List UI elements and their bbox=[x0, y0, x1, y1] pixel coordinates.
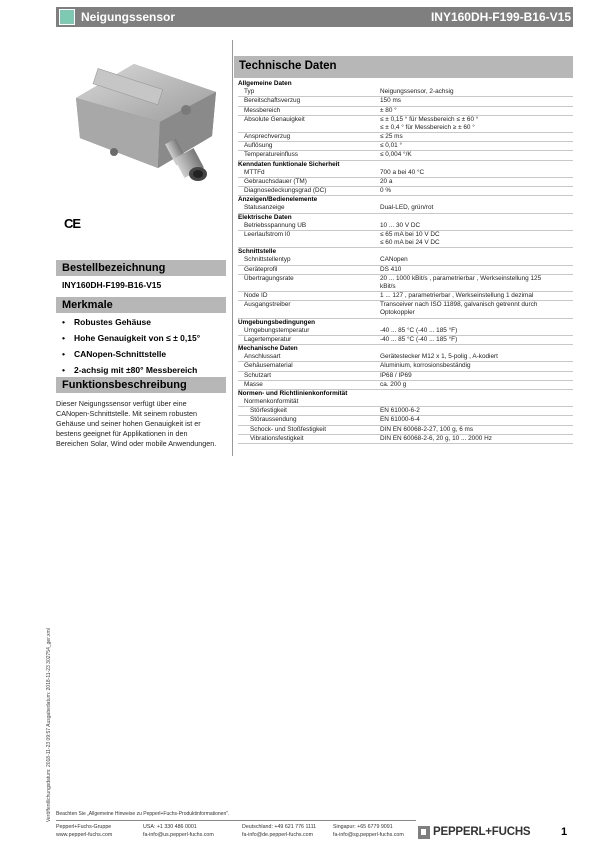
footer-note: Beachten Sie „Allgemeine Hinweise zu Pepperl+Fuchs-Produktinformationen". bbox=[56, 811, 230, 817]
tech-row-value: DS 410 bbox=[380, 265, 402, 273]
tech-row-value: 20 ... 1000 kBit/s , parametrierbar , Werkseinstellung 125 bbox=[380, 274, 542, 282]
feature-item: • Hohe Genauigkeit von ≤ ± 0,15° bbox=[62, 333, 201, 343]
tech-row-label: Anschlussart bbox=[244, 353, 281, 361]
tech-row-label: Geräteprofil bbox=[244, 265, 278, 273]
tech-row-value: ≤ 0,01 ° bbox=[380, 142, 403, 150]
tech-row-label: Übertragungsrate bbox=[244, 274, 294, 282]
tech-row-value: -40 ... 85 °C (-40 ... 185 °F) bbox=[380, 335, 458, 343]
footer-contact-usa: USA: +1 330 486 0001 fa-info@us.pepperl-fuchs.com bbox=[143, 824, 214, 838]
order-section-title: Bestellbezeichnung bbox=[56, 260, 226, 276]
row-divider bbox=[238, 141, 573, 142]
tech-section-heading: Umgebungsbedingungen bbox=[238, 318, 316, 326]
features-section-title: Merkmale bbox=[56, 297, 226, 313]
tech-row-label: Lagertemperatur bbox=[244, 335, 292, 343]
tech-row-label: Temperatureinfluss bbox=[244, 151, 298, 159]
tech-row-label: Vibrationsfestigkeit bbox=[250, 434, 304, 442]
tech-row-label: Auflösung bbox=[244, 142, 273, 150]
tech-row-value: Gerätestecker M12 x 1, 5-polig , A-kodiert bbox=[380, 353, 498, 361]
logo-mark-icon bbox=[418, 826, 430, 839]
tech-row-value: CANopen bbox=[380, 256, 408, 264]
tech-row-label: Messbereich bbox=[244, 106, 281, 114]
product-code: INY160DH-F199-B16-V15 bbox=[430, 10, 571, 24]
tech-row-value: ≤ 65 mA bei 10 V DC bbox=[380, 230, 440, 238]
footer-divider bbox=[56, 820, 416, 821]
row-divider bbox=[238, 443, 573, 444]
tech-row-value: ≤ ± 0,15 ° für Messbereich ≤ ± 60 ° bbox=[380, 115, 479, 123]
company-logo: PEPPERL+FUCHS bbox=[418, 826, 571, 841]
tech-row-value: ca. 200 g bbox=[380, 380, 407, 388]
tech-row-value: 10 ... 30 V DC bbox=[380, 221, 421, 229]
tech-row-value: DIN EN 60068-2-27, 100 g, 6 ms bbox=[380, 425, 474, 433]
tech-row-value: Aluminium, korrosionsbeständig bbox=[380, 362, 471, 370]
tech-section-heading: Normen- und Richtlinienkonformität bbox=[238, 389, 348, 397]
tech-row-label: Bereitschaftsverzug bbox=[244, 97, 301, 105]
tech-row-value: Dual-LED, grün/rot bbox=[380, 204, 434, 212]
tech-row-label: Schock- und Stoßfestigkeit bbox=[250, 425, 327, 433]
tech-row-value: ≤ 25 ms bbox=[380, 133, 403, 140]
tech-row-value: Neigungssensor, 2-achsig bbox=[380, 88, 454, 96]
tech-row-value: kBit/s bbox=[380, 282, 396, 290]
tech-row-value: ≤ 0,004 °/K bbox=[380, 151, 412, 159]
tech-row-label: Gehäusematerial bbox=[244, 362, 293, 370]
column-divider bbox=[232, 40, 233, 456]
tech-row-value: 700 a bei 40 °C bbox=[380, 168, 425, 176]
tech-section-heading: Anzeigen/Bedienelemente bbox=[238, 196, 318, 204]
tech-row-label: Schutzart bbox=[244, 371, 271, 379]
tech-row-value: IP68 / IP69 bbox=[380, 371, 412, 379]
publication-info: Veröffentlichungsdatum: 2018-11-23 09:57 Ausgabedatum: 2018-11-23 302754_ger.xml bbox=[46, 628, 52, 822]
tech-row-value: 0 % bbox=[380, 187, 392, 195]
tech-row-label: Normenkonformität bbox=[244, 398, 299, 405]
tech-row-value: DIN EN 60068-2-6, 20 g, 10 ... 2000 Hz bbox=[380, 434, 492, 442]
feature-item: • 2-achsig mit ±80° Messbereich bbox=[62, 365, 198, 375]
tech-row-value: 20 a bbox=[380, 177, 393, 185]
order-code: INY160DH-F199-B16-V15 bbox=[62, 280, 162, 290]
tech-row-value: ≤ ± 0,4 ° für Messbereich ≥ ± 60 ° bbox=[380, 123, 475, 131]
tech-row-value: Optokoppler bbox=[380, 309, 415, 317]
footer-contact-group: Pepperl+Fuchs-Gruppe www.pepperl-fuchs.com bbox=[56, 824, 113, 838]
tech-row-value: 150 ms bbox=[380, 97, 401, 105]
tech-row-label: Diagnosedeckungsgrad (DC) bbox=[244, 187, 327, 195]
footer-contact-singapore: Singapur: +65 6779 9091 fa-info@sg.pepperl-fuchs.com bbox=[333, 824, 404, 838]
tech-row-label: Absolute Genauigkeit bbox=[244, 115, 305, 123]
tech-row-label: Node ID bbox=[244, 292, 268, 299]
feature-item: • CANopen-Schnittstelle bbox=[62, 349, 167, 359]
tech-section-heading: Elektrische Daten bbox=[238, 213, 292, 221]
tech-row-label: Masse bbox=[244, 380, 263, 388]
tech-section-heading: Schnittstelle bbox=[238, 248, 276, 256]
tech-row-value: -40 ... 85 °C (-40 ... 185 °F) bbox=[380, 326, 458, 334]
tech-row-label: Typ bbox=[244, 88, 255, 96]
ce-mark: CE bbox=[64, 216, 81, 231]
tech-row-label: Leerlaufstrom I0 bbox=[244, 230, 291, 238]
function-description: Dieser Neigungssensor verfügt über eine CANopen-Schnittstelle. Mit seinem robusten Gehäuse und seiner hohen Genauigkeit ist er bestens geeignet für Applikationen in den Bereichen Solar, Wind oder mobile Anwendungen. bbox=[56, 399, 217, 449]
tech-row-label: Ansprechverzug bbox=[244, 133, 291, 140]
function-section-title: Funktionsbeschreibung bbox=[56, 377, 226, 393]
tech-row-label: Schnittstellentyp bbox=[244, 256, 291, 264]
tech-row-label: MTTFd bbox=[244, 168, 265, 176]
feature-item: • Robustes Gehäuse bbox=[62, 317, 151, 327]
tech-row-value: EN 61000-6-2 bbox=[380, 407, 420, 415]
tech-row-value: Transceiver nach ISO 11898, galvanisch getrennt durch bbox=[380, 301, 538, 309]
tech-row-value: 1 ... 127 , parametrierbar , Werkseinstellung 1 dezimal bbox=[380, 292, 534, 299]
tech-data-title: Technische Daten bbox=[234, 56, 573, 78]
page-number: 1 bbox=[561, 826, 568, 838]
tech-section-heading: Kenndaten funktionale Sicherheit bbox=[238, 160, 340, 168]
row-divider bbox=[238, 106, 573, 107]
header-square-icon bbox=[59, 9, 75, 25]
tech-row-value: ≤ 60 mA bei 24 V DC bbox=[380, 239, 440, 246]
tech-row-label: Gebrauchsdauer (TM) bbox=[244, 177, 307, 185]
tech-row-label: Störfestigkeit bbox=[250, 407, 287, 415]
tech-section-heading: Allgemeine Daten bbox=[238, 80, 292, 87]
row-divider bbox=[238, 265, 573, 266]
page-title: Neigungssensor bbox=[81, 10, 176, 24]
tech-row-label: Betriebsspannung UB bbox=[244, 221, 307, 229]
tech-row-label: Statusanzeige bbox=[244, 204, 285, 212]
tech-row-label: Störaussendung bbox=[250, 416, 297, 424]
tech-row-value: ± 80 ° bbox=[380, 106, 397, 114]
tech-section-heading: Mechanische Daten bbox=[238, 345, 298, 352]
tech-row-label: Ausgangstreiber bbox=[244, 301, 291, 309]
row-divider bbox=[238, 247, 573, 248]
product-image bbox=[66, 56, 226, 196]
tech-row-value: EN 61000-6-4 bbox=[380, 416, 420, 424]
tech-row-label: Umgebungstemperatur bbox=[244, 326, 310, 334]
footer-contact-germany: Deutschland: +49 621 776 1111 fa-info@de.pepperl-fuchs.com bbox=[242, 824, 317, 838]
